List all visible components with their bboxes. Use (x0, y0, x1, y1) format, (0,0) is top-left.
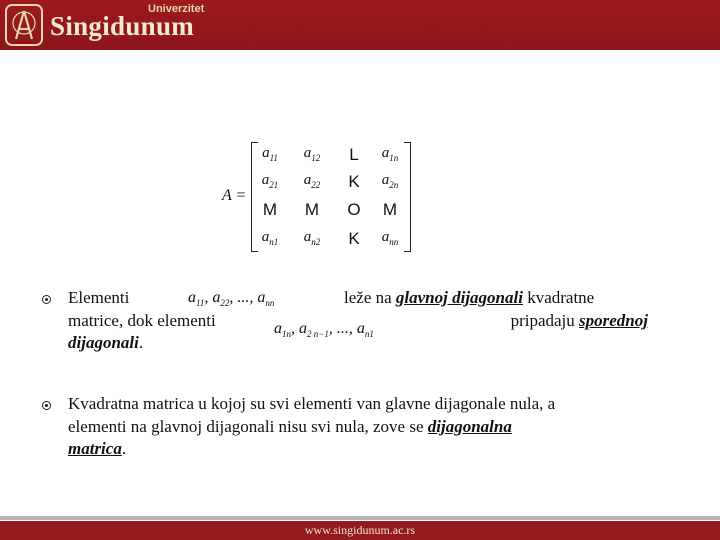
bullet-line: matrica. (68, 439, 127, 458)
term-matrix: matrica (68, 439, 122, 458)
matrix-cell: $a_{11}$ (262, 145, 278, 163)
university-emblem-icon (4, 3, 44, 47)
term-anti-diagonal: sporednoj (579, 310, 648, 330)
logo-name: Singidunum (50, 11, 195, 41)
matrix-cell: M (262, 200, 278, 219)
matrix-name: A = (222, 187, 247, 204)
matrix-cell: K (348, 172, 360, 191)
main-diagonal-formula: $a_{11}$, $a_{22}$, ..., $a_{nn}$ (188, 289, 275, 309)
term-main-diagonal: glavnoj dijagonali (395, 288, 523, 307)
matrix-cell: $a_{12}$ (303, 145, 321, 163)
bullet-line: matrice, dok elementi $a_{1n}$, $a_{2 n-1}$, ..., $a_{n1}$ pripadaju sporednoj (44, 310, 648, 333)
matrix-cell: $a_{21}$ (261, 172, 279, 190)
bullet-line: dijagonali. (68, 333, 144, 352)
bullet-line: Kvadratna matrica u kojoj su svi elementi van glavne dijagonale nula, a (68, 394, 556, 413)
slide-title: Specijalni tipovi matrica (220, 8, 492, 38)
anti-diagonal-formula: $a_{1n}$, $a_{2 n-1}$, ..., $a_{n1}$ (274, 319, 374, 339)
matrix-cell: $a_{22}$ (303, 172, 321, 190)
bullet-diagonals (44, 287, 648, 355)
matrix-cell: $a_{2n}$ (381, 172, 399, 190)
footer-url: www.singidunum.ac.rs (304, 523, 416, 537)
matrix-formula (222, 140, 412, 255)
footer-divider (0, 516, 720, 520)
matrix-cell: $a_{n1}$ (261, 229, 279, 247)
matrix-cell: $a_{n2}$ (303, 229, 321, 247)
bullet-line: elementi na glavnoj dijagonali nisu svi nula, zove se dijagonalna (68, 416, 512, 436)
matrix-cell: M (304, 200, 320, 219)
bullet-line: Elementi $a_{11}$, $a_{22}$, ..., $a_{nn}$ leže na glavnoj dijagonali kvadratne (44, 287, 648, 310)
matrix-cell: M (382, 200, 398, 219)
header-bar (0, 0, 720, 50)
matrix-cell: O (347, 200, 361, 219)
footer-bar (0, 521, 720, 540)
matrix-cell: K (348, 229, 360, 248)
matrix-cell: L (349, 145, 359, 164)
logo-university-label: Univerzitet (148, 3, 205, 15)
bullet-diagonal-matrix (44, 393, 648, 461)
matrix-cell: $a_{nn}$ (381, 229, 399, 247)
term-diagonal-matrix: dijagonalna (427, 416, 512, 436)
matrix-cell: $a_{1n}$ (381, 145, 399, 163)
